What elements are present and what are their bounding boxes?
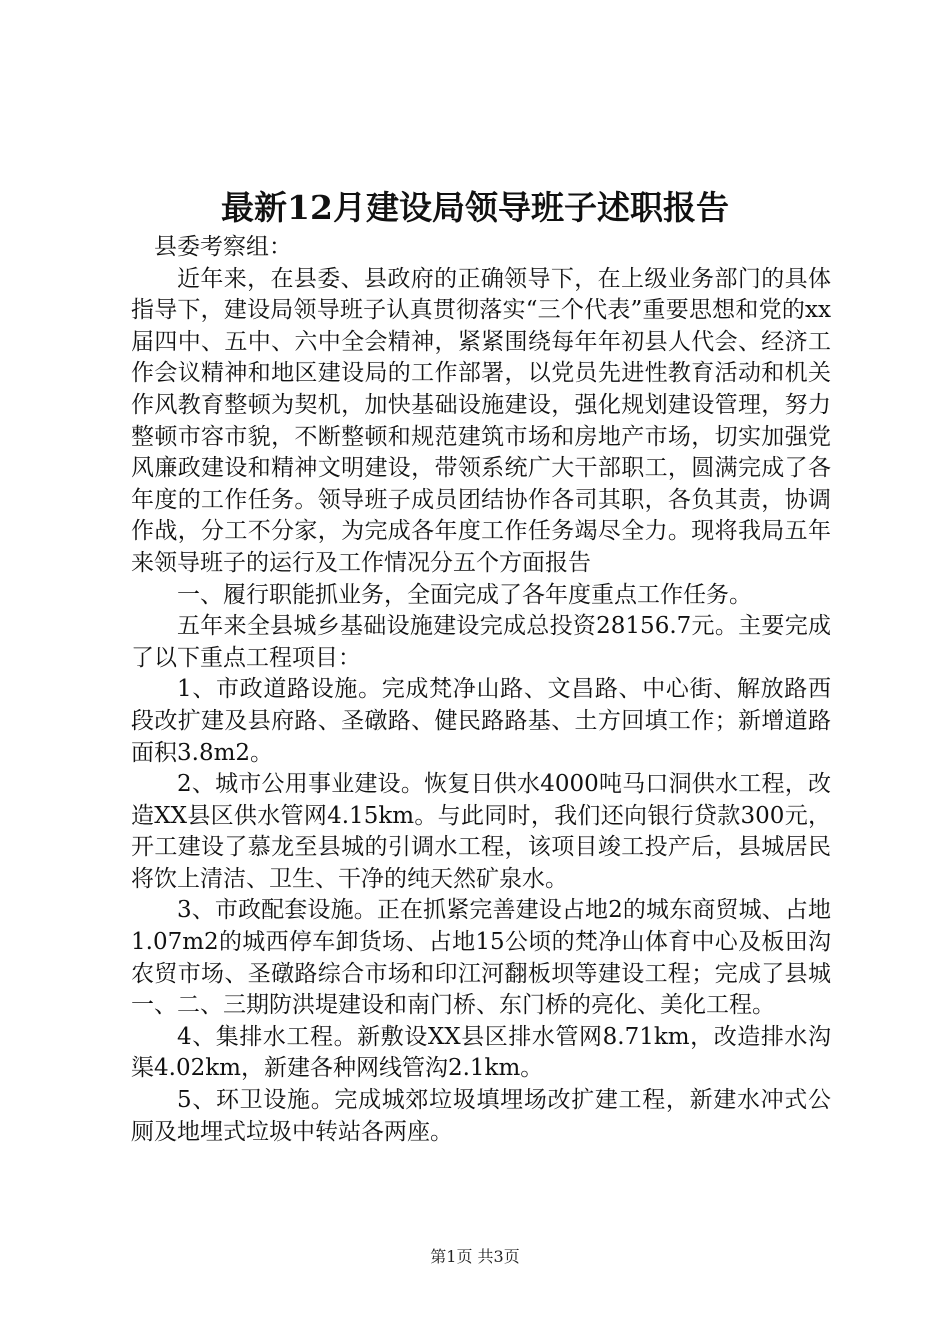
document-title: 最新12月建设局领导班子述职报告 [221,188,729,227]
list-item-sanitation: 5、环卫设施。完成城郊垃圾填埋场改扩建工程，新建水冲式公厕及地埋式垃圾中转站各两座。 [131,1087,831,1145]
list-item-utilities: 2、城市公用事业建设。恢复日供水4000吨马口洞供水工程，改造XX县区供水管网4.15km。与此同时，我们还向银行贷款300元，开工建设了慕龙至县城的引调水工程，该项目竣工投产后，县城居民将饮上清洁、卫生、干净的纯天然矿泉水。 [131,771,831,892]
paragraph-intro: 近年来，在县委、县政府的正确领导下，在上级业务部门的具体指导下，建设局领导班子认真贯彻落实“三个代表”重要思想和党的xx届四中、五中、六中全会精神，紧紧围绕每年年初县人代会、经济工作会议精神和地区建设局的工作部署，以党员先进性教育活动和机关作风教育整顿为契机，加快基础设施建设，强化规划建设管理，努力整顿市容市貌，不断整顿和规范建筑市场和房地产市场，切实加强党风廉政建设和精神文明建设，带领系统广大干部职工，圆满完成了各年度的工作任务。领导班子成员团结协作各司其职，各负其责，协调作战，分工不分家，为完成各年度工作任务竭尽全力。现将我局五年来领导班子的运行及工作情况分五个方面报告 [131,265,831,576]
salutation: 县委考察组： [154,234,292,260]
document-body [131,232,831,1148]
list-item-roads: 1、市政道路设施。完成梵净山路、文昌路、中心街、解放路西段改扩建及县府路、圣礅路、健民路路基、土方回填工作；新增道路面积3.8m2。 [131,676,831,766]
list-item-drainage: 4、集排水工程。新敷设XX县区排水管网8.71km，改造排水沟渠4.02km，新建各种网线管沟2.1km。 [131,1023,831,1082]
list-item-facilities: 3、市政配套设施。正在抓紧完善建设占地2的城东商贸城、占地1.07m2的城西停车卸货场、占地15公顷的梵净山体育中心及板田沟农贸市场、圣礅路综合市场和印江河翻板坝等建设工程；完成了县城一、二、三期防洪堤建设和南门桥、东门桥的亮化、美化工程。 [131,897,831,1019]
paragraph-investment: 五年来全县城乡基础设施建设完成总投资28156.7元。主要完成了以下重点工程项目： [131,613,831,671]
section-heading-1: 一、履行职能抓业务，全面完成了各年度重点工作任务。 [177,581,752,608]
page-number: 第1页 共3页 [430,1247,520,1266]
